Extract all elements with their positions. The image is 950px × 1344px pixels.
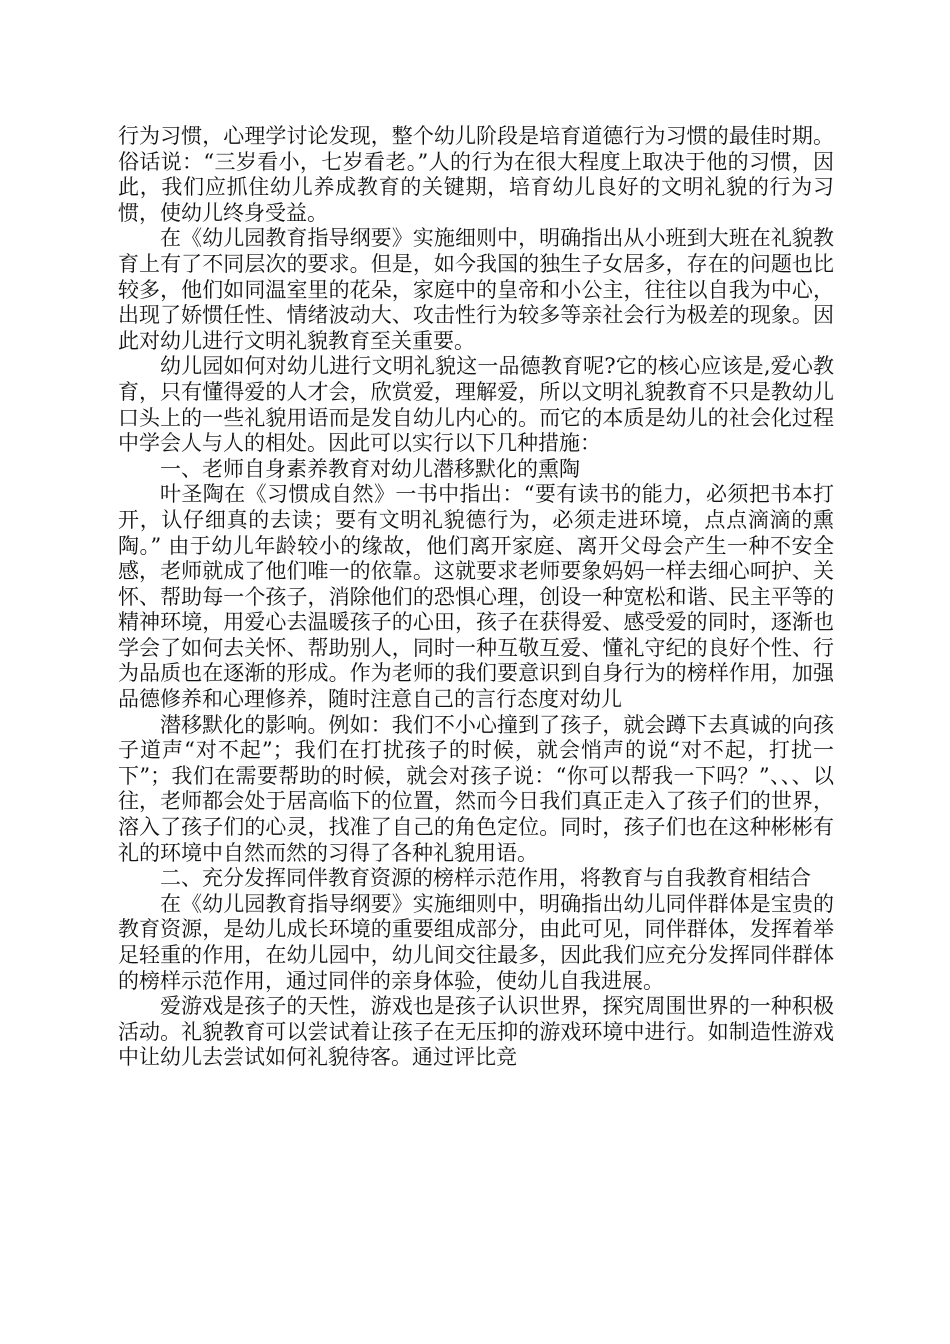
paragraph-2: 在《幼儿园教育指导纲要》实施细则中，明确指出从小班到大班在礼貌教育上有了不同层次的要求。但是，如今我国的独生子女居多，存在的问题也比较多，他们如同温室里的花朵，家庭中的皇帝和小公主，往往以自我为中心，出现了娇惯任性、情绪波动大、攻击性行为较多等亲社会行为极差的现象。因此对幼儿进行文明礼貌教育至关重要。 [118,226,834,353]
paragraph-7: 爱游戏是孩子的天性，游戏也是孩子认识世界，探究周围世界的一种积极活动。礼貌教育可以尝试着让孩子在无压抑的游戏环境中进行。如制造性游戏中让幼儿去尝试如何礼貌待客。通过评比竞 [118,994,834,1070]
paragraph-3: 幼儿园如何对幼儿进行文明礼貌这一品德教育呢?它的核心应该是,爱心教育，只有懂得爱的人才会，欣赏爱，理解爱，所以文明礼貌教育不只是教幼儿口头上的一些礼貌用语而是发自幼儿内心的。而它的本质是幼儿的社会化过程中学会人与人的相处。因此可以实行以下几种措施： [118,354,834,456]
paragraph-1: 行为习惯，心理学讨论发现，整个幼儿阶段是培育道德行为习惯的最佳时期。俗话说：“三岁看小，七岁看老。”人的行为在很大程度上取决于他的习惯，因此，我们应抓住幼儿养成教育的关键期，培育幼儿良好的文明礼貌的行为习惯，使幼儿终身受益。 [118,124,834,225]
section-heading-2: 二、充分发挥同伴教育资源的榜样示范作用，将教育与自我教育相结合 [160,866,811,891]
paragraph-6: 在《幼儿园教育指导纲要》实施细则中，明确指出幼儿同伴群体是宝贵的教育资源，是幼儿成长环境的重要组成部分，由此可见，同伴群体，发挥着举足轻重的作用，在幼儿园中，幼儿间交往最多，因此我们应充分发挥同伴群体的榜样示范作用，通过同伴的亲身体验，使幼儿自我进展。 [118,891,834,993]
document-body [118,124,834,1071]
section-heading-1: 一、老师自身素养教育对幼儿潜移默化的熏陶 [160,456,580,481]
paragraph-5: 潜移默化的影响。例如：我们不小心撞到了孩子，就会蹲下去真诚的向孩子道声“对不起”；我们在打扰孩子的时候，就会悄声的说“对不起，打扰一下”；我们在需要帮助的时候，就会对孩子说：“你可以帮我一下吗？”、、、以往，老师都会处于居高临下的位置，然而今日我们真正走入了孩子们的世界，溶入了孩子们的心灵，找准了自己的角色定位。同时，孩子们也在这种彬彬有礼的环境中自然而然的习得了各种礼貌用语。 [118,712,834,865]
paragraph-4: 叶圣陶在《习惯成自然》一书中指出：“要有读书的能力，必须把书本打开，认仔细真的去读；要有文明礼貌德行为，必须走进环境，点点滴滴的熏陶。” 由于幼儿年龄较小的缘故，他们离开家庭、离开父母会产生一种不安全感，老师就成了他们唯一的依靠。这就要求老师要象妈妈一样去细心呵护、关怀、帮助每一个孩子，消除他们的恐惧心理，创设一种宽松和谐、民主平等的精神环境，用爱心去温暖孩子的心田，孩子在获得爱、感受爱的同时，逐渐也学会了如何去关怀、帮助别人，同时一种互敬互爱、懂礼守纪的良好个性、行为品质也在逐渐的形成。作为老师的我们要意识到自身行为的榜样作用，加强品德修养和心理修养，随时注意自己的言行态度对幼儿 [118,482,834,712]
